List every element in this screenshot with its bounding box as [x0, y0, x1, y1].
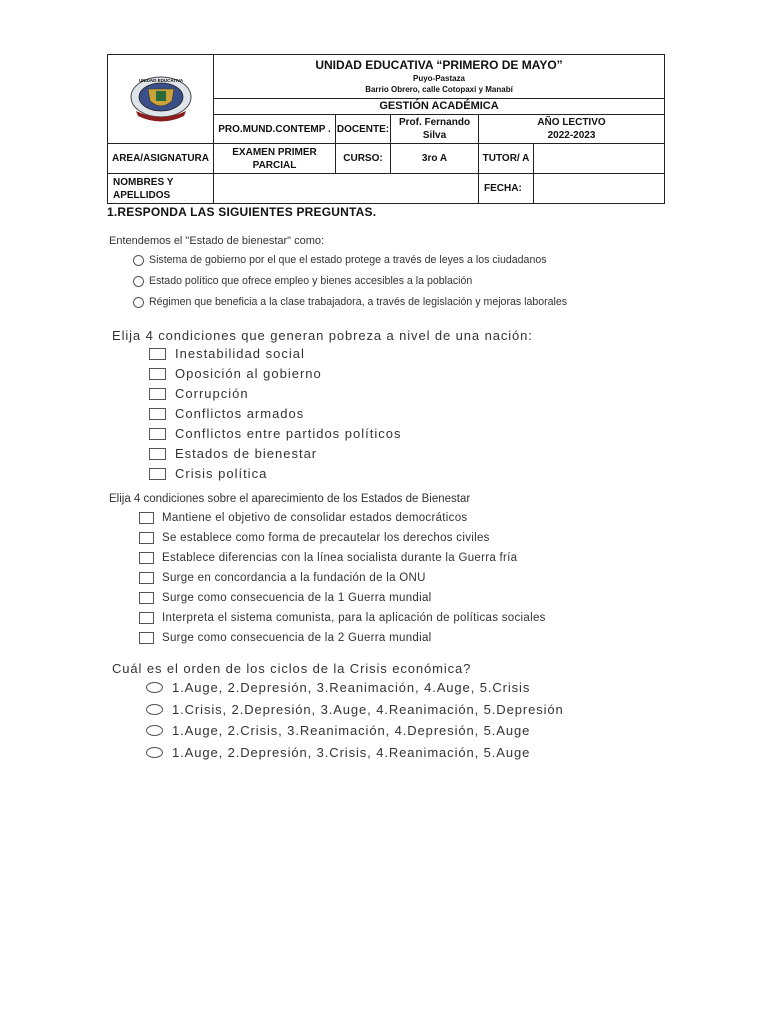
radio-icon[interactable] — [133, 276, 144, 287]
question-1 — [109, 235, 324, 247]
checkbox-option[interactable] — [139, 572, 426, 584]
checkbox-option[interactable] — [139, 512, 467, 524]
radio-icon[interactable] — [133, 297, 144, 308]
radio-option[interactable] — [133, 296, 567, 308]
radio-icon[interactable] — [146, 725, 163, 736]
exam-cell: EXAMEN PRIMER PARCIAL — [214, 144, 336, 174]
school-address: Barrio Obrero, calle Cotopaxi y Manabí — [365, 85, 513, 94]
option-label: Mantiene el objetivo de consolidar estados democráticos — [162, 512, 468, 524]
fecha-label: FECHA: — [479, 174, 534, 204]
option-label: Estado político que ofrece empleo y bienes accesibles a la población — [149, 275, 473, 287]
school-info-cell — [214, 55, 665, 99]
school-name: UNIDAD EDUCATIVA “PRIMERO DE MAYO” — [315, 58, 563, 72]
option-label: 1.Auge, 2.Depresión, 3.Reanimación, 4.Auge, 5.Crisis — [172, 680, 531, 695]
checkbox-option[interactable] — [149, 366, 322, 381]
question-4 — [112, 661, 471, 676]
option-label: Surge en concordancia a la fundación de la ONU — [162, 572, 426, 584]
names-field[interactable] — [214, 174, 479, 204]
option-label: 1.Crisis, 2.Depresión, 3.Auge, 4.Reanimación, 5.Depresión — [172, 702, 564, 717]
fecha-field[interactable] — [534, 174, 665, 204]
option-label: Se establece como forma de precautelar los derechos civiles — [162, 532, 490, 544]
option-label: Conflictos entre partidos políticos — [175, 426, 402, 441]
option-label: Surge como consecuencia de la 2 Guerra mundial — [162, 632, 432, 644]
question-text: Elija 4 condiciones sobre el aparecimiento de los Estados de Bienestar — [109, 493, 471, 505]
radio-option[interactable] — [146, 723, 530, 738]
checkbox-option[interactable] — [149, 386, 249, 401]
option-label: Oposición al gobierno — [175, 366, 322, 381]
radio-option[interactable] — [146, 745, 530, 760]
checkbox-icon[interactable] — [149, 448, 166, 460]
curso-value: 3ro A — [391, 144, 479, 174]
checkbox-icon[interactable] — [139, 512, 154, 524]
radio-icon[interactable] — [133, 255, 144, 266]
option-label: Conflictos armados — [175, 406, 305, 421]
department-title: GESTIÓN ACADÉMICA — [214, 99, 665, 115]
docente-label: DOCENTE: — [336, 115, 391, 144]
school-location: Puyo-Pastaza — [412, 74, 466, 83]
option-label: Sistema de gobierno por el que el estado protege a través de leyes a los ciudadanos — [149, 254, 547, 266]
question-3 — [109, 493, 470, 505]
year-label: AÑO LECTIVO — [537, 117, 606, 128]
option-label: 1.Auge, 2.Depresión, 3.Crisis, 4.Reanimación, 5.Auge — [172, 745, 531, 760]
school-logo-cell — [108, 55, 214, 144]
checkbox-option[interactable] — [139, 532, 490, 544]
docente-value: Prof. Fernando Silva — [391, 115, 479, 144]
checkbox-icon[interactable] — [149, 348, 166, 360]
radio-option[interactable] — [146, 680, 530, 695]
option-label: Inestabilidad social — [175, 346, 305, 361]
checkbox-icon[interactable] — [139, 552, 154, 564]
year-value: 2022-2023 — [547, 130, 596, 141]
radio-option[interactable] — [146, 702, 564, 717]
checkbox-option[interactable] — [139, 612, 546, 624]
radio-icon[interactable] — [146, 682, 163, 693]
checkbox-option[interactable] — [139, 552, 517, 564]
option-label: Interpreta el sistema comunista, para la aplicación de políticas sociales — [162, 612, 546, 624]
checkbox-option[interactable] — [139, 592, 432, 604]
option-label: Corrupción — [175, 386, 249, 401]
option-label: Estados de bienestar — [175, 446, 318, 461]
checkbox-option[interactable] — [149, 446, 317, 461]
checkbox-option[interactable] — [149, 346, 305, 361]
radio-icon[interactable] — [146, 747, 163, 758]
question-text: Entendemos el "Estado de bienestar" como: — [109, 235, 325, 247]
question-text: Cuál es el orden de los ciclos de la Crisis económica? — [112, 661, 472, 676]
checkbox-option[interactable] — [149, 406, 304, 421]
school-logo — [126, 71, 196, 127]
option-label: Crisis política — [175, 466, 268, 481]
checkbox-icon[interactable] — [139, 632, 154, 644]
year-cell — [479, 115, 665, 144]
radio-icon[interactable] — [146, 704, 163, 715]
checkbox-icon[interactable] — [149, 428, 166, 440]
checkbox-icon[interactable] — [149, 368, 166, 380]
subject-cell: PRO.MUND.CONTEMP . — [214, 115, 336, 144]
names-label: NOMBRES Y APELLIDOS — [108, 174, 214, 204]
option-label: Surge como consecuencia de la 1 Guerra mundial — [162, 592, 432, 604]
section-title: 1.RESPONDA LAS SIGUIENTES PREGUNTAS. — [107, 205, 377, 219]
radio-option[interactable] — [133, 275, 472, 287]
checkbox-icon[interactable] — [149, 388, 166, 400]
checkbox-option[interactable] — [149, 466, 267, 481]
curso-label: CURSO: — [336, 144, 391, 174]
area-label: AREA/ASIGNATURA — [108, 144, 214, 174]
checkbox-icon[interactable] — [139, 532, 154, 544]
checkbox-option[interactable] — [149, 426, 401, 441]
checkbox-icon[interactable] — [139, 572, 154, 584]
checkbox-icon[interactable] — [149, 408, 166, 420]
radio-option[interactable] — [133, 254, 547, 266]
tutor-label: TUTOR/ A — [479, 144, 534, 174]
header-table — [107, 54, 665, 204]
checkbox-icon[interactable] — [149, 468, 166, 480]
tutor-value[interactable] — [534, 144, 665, 174]
logo-caption: UNIDAD EDUCATIVA — [138, 78, 183, 83]
option-label: Régimen que beneficia a la clase trabajadora, a través de legislación y mejoras laborales — [149, 296, 568, 308]
checkbox-option[interactable] — [139, 632, 432, 644]
question-2 — [112, 328, 533, 343]
option-label: Establece diferencias con la línea socialista durante la Guerra fría — [162, 552, 518, 564]
question-text: Elija 4 condiciones que generan pobreza a nivel de una nación: — [112, 328, 533, 343]
option-label: 1.Auge, 2.Crisis, 3.Reanimación, 4.Depresión, 5.Auge — [172, 723, 531, 738]
checkbox-icon[interactable] — [139, 612, 154, 624]
checkbox-icon[interactable] — [139, 592, 154, 604]
